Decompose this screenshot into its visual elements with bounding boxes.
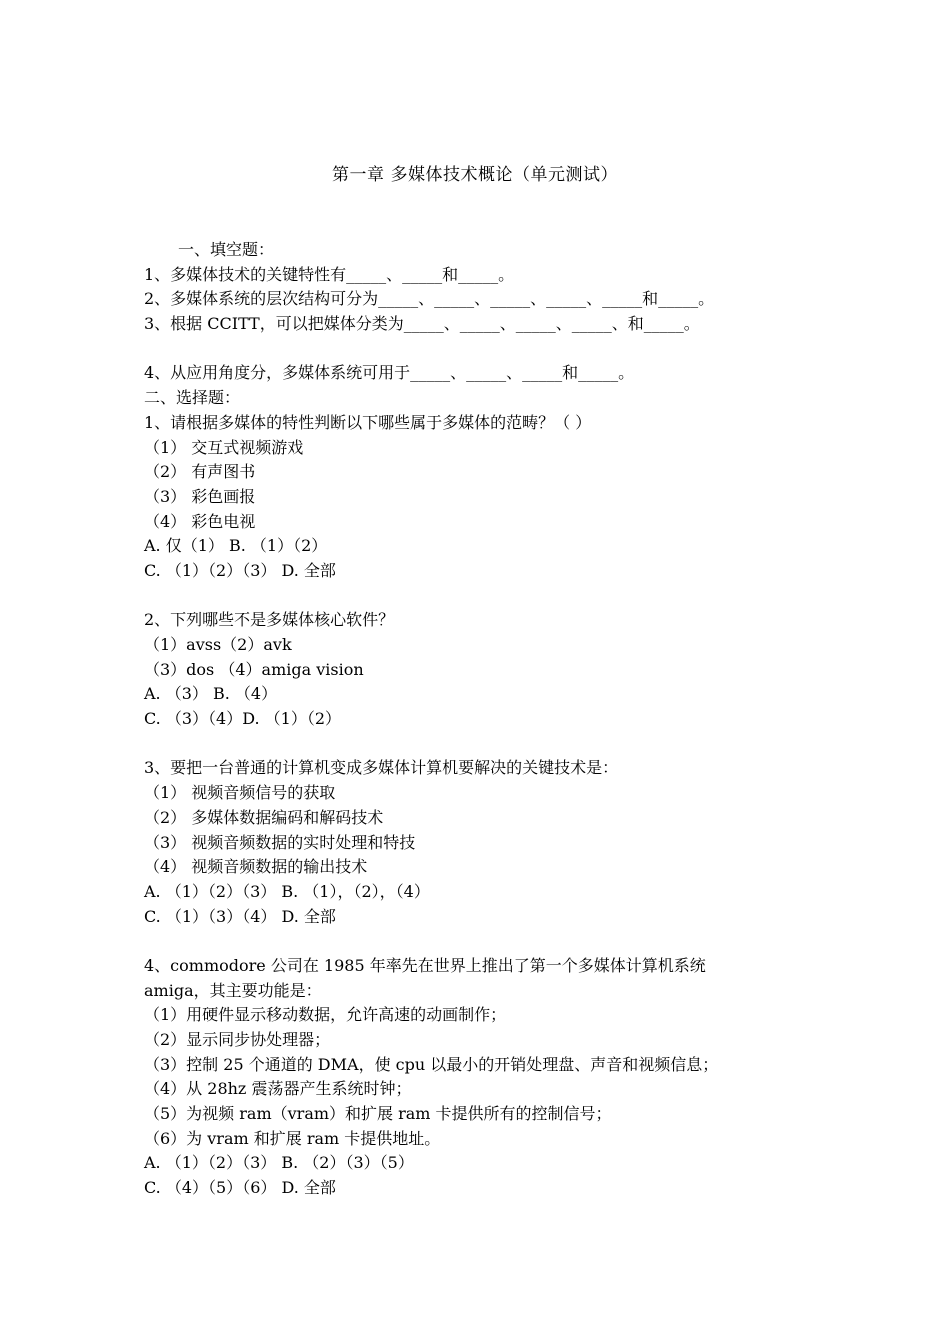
choice-question-2-item: （1）avss（2）avk: [144, 635, 292, 654]
choice-question-1-item: （1） 交互式视频游戏: [144, 437, 304, 457]
blank-line: [144, 584, 844, 609]
blank-line: [144, 732, 844, 757]
choice-question-4-item: （1）用硬件显示移动数据，允许高速的动画制作；: [144, 1005, 507, 1025]
choice-question-1-item: （2） 有声图书: [144, 462, 256, 482]
fill-blank-question-3: 3、根据 CCITT，可以把媒体分类为_____、_____、_____、_____、和_____。: [144, 314, 700, 334]
choice-question-1-item: （3） 彩色画报: [144, 486, 256, 506]
choice-question-4-item: （3）控制 25 个通道的 DMA，使 cpu 以最小的开销处理盘、声音和视频信息；: [144, 1054, 719, 1074]
choice-question-4-item: （2）显示同步协处理器；: [144, 1030, 331, 1049]
choice-question-4-stem: amiga，其主要功能是：: [144, 980, 322, 1000]
section-heading-fill-blank: 一、填空题：: [178, 240, 275, 259]
choice-question-3-item: （3） 视频音频数据的实时处理和特技: [144, 832, 416, 852]
choice-question-2-item: （3）dos （4）amiga vision: [144, 659, 364, 679]
choice-question-3-options: A. （1）（2）（3） B. （1），（2），（4）: [144, 881, 430, 901]
choice-question-1-stem: 1、请根据多媒体的特性判断以下哪些属于多媒体的范畴？（ ）: [144, 412, 592, 432]
choice-question-4-item: （4）从 28hz 震荡器产生系统时钟；: [144, 1079, 412, 1099]
choice-question-3-item: （1） 视频音频信号的获取: [144, 783, 336, 803]
fill-blank-question-4: 4、从应用角度分，多媒体系统可用于_____、_____、_____和_____。: [144, 363, 635, 383]
choice-question-4-options: A. （1）（2）（3） B. （2）（3）（5）: [144, 1153, 414, 1173]
choice-question-2-stem: 2、下列哪些不是多媒体核心软件？: [144, 610, 395, 630]
choice-question-4-item: （5）为视频 ram（vram）和扩展 ram 卡提供所有的控制信号；: [144, 1104, 612, 1124]
section-heading-multiple-choice: 二、选择题：: [144, 388, 241, 408]
choice-question-4-item: （6）为 vram 和扩展 ram 卡提供地址。: [144, 1128, 441, 1148]
choice-question-2-options: C. （3）（4）D. （1）（2）: [144, 709, 341, 729]
choice-question-3-options: C. （1）（3）（4） D. 全部: [144, 906, 336, 926]
choice-question-3-item: （2） 多媒体数据编码和解码技术: [144, 807, 384, 827]
choice-question-4-stem: 4、commodore 公司在 1985 年率先在世界上推出了第一个多媒体计算机系统: [144, 955, 706, 975]
choice-question-3-item: （4） 视频音频数据的输出技术: [144, 857, 368, 877]
fill-blank-question-1: 1、多媒体技术的关键特性有_____、_____和_____。: [144, 264, 515, 284]
blank-line: [144, 929, 844, 954]
choice-question-2-options: A. （3） B. （4）: [144, 684, 278, 704]
choice-question-4-options: C. （4）（5）（6） D. 全部: [144, 1178, 336, 1198]
fill-blank-question-2: 2、多媒体系统的层次结构可分为_____、_____、_____、_____、_____和_____。: [144, 289, 715, 309]
choice-question-1-options: A. 仅（1） B. （1）（2）: [144, 536, 328, 556]
page-title: 第一章 多媒体技术概论（单元测试）: [332, 165, 618, 185]
choice-question-1-options: C. （1）（2）（3） D. 全部: [144, 560, 336, 580]
document-body: [144, 238, 844, 1201]
choice-question-1-item: （4） 彩色电视: [144, 511, 256, 531]
blank-line: [144, 337, 844, 362]
choice-question-3-stem: 3、要把一台普通的计算机变成多媒体计算机要解决的关键技术是：: [144, 758, 619, 778]
